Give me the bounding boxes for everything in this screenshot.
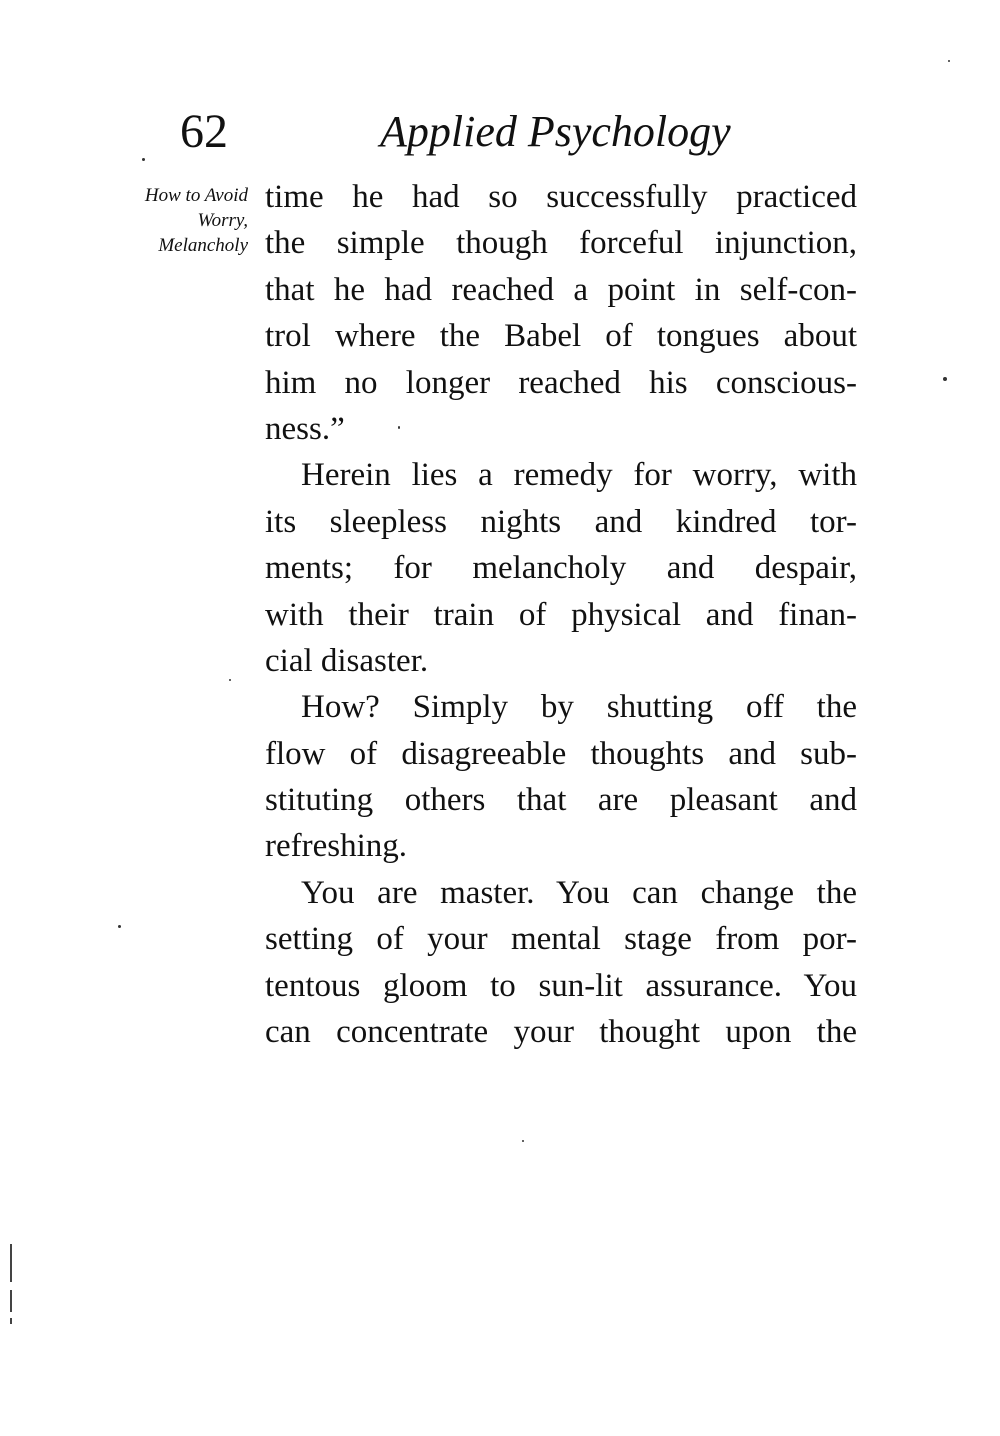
text-line: Herein lies a remedy for worry, with <box>301 457 857 494</box>
sidenote-line: How to Avoid <box>144 185 248 206</box>
scan-speck <box>522 1140 524 1142</box>
text-line: trol where the Babel of tongues about <box>265 318 857 355</box>
scan-edge-mark <box>10 1290 12 1312</box>
page-number: 62 <box>180 105 228 158</box>
text-line: cial disaster. <box>265 642 429 679</box>
text-line: flow of disagreeable thoughts and sub- <box>265 735 857 772</box>
scan-speck <box>398 426 400 429</box>
sidenote-line: Worry, <box>197 210 248 231</box>
scan-speck <box>229 679 231 681</box>
paragraph <box>265 452 857 684</box>
text-line: You are master. You can change the <box>301 874 857 911</box>
body-text <box>265 174 857 1055</box>
margin-sidenote <box>80 183 248 258</box>
scan-speck <box>943 377 947 381</box>
text-line: setting of your mental stage from por- <box>265 921 857 958</box>
paragraph <box>265 174 857 452</box>
paragraph <box>265 684 857 870</box>
text-line: How? Simply by shutting off the <box>301 689 857 726</box>
text-line: ness.” <box>265 410 345 447</box>
text-line: stituting others that are pleasant and <box>265 782 857 819</box>
text-line: time he had so successfully practiced <box>265 179 857 215</box>
text-line: him no longer reached his conscious- <box>265 364 857 401</box>
scan-speck <box>118 925 121 928</box>
text-line: that he had reached a point in self-con- <box>265 271 857 308</box>
paragraph <box>265 870 857 1056</box>
scan-edge-mark <box>10 1244 12 1282</box>
scan-edge-mark <box>10 1318 12 1324</box>
text-line: its sleepless nights and kindred tor- <box>265 503 857 540</box>
scan-speck <box>948 60 950 62</box>
text-line: refreshing. <box>265 828 408 865</box>
scan-speck <box>142 158 145 161</box>
text-line: ments; for melancholy and despair, <box>265 550 857 587</box>
text-line: tentous gloom to sun-lit assurance. You <box>265 967 857 1004</box>
text-line: can concentrate your thought upon the <box>265 1014 857 1051</box>
sidenote-line: Melancholy <box>158 235 248 256</box>
text-line: with their train of physical and finan- <box>265 596 857 633</box>
text-line: the simple though forceful injunction, <box>265 225 857 262</box>
running-head-title: Applied Psychology <box>380 107 731 156</box>
